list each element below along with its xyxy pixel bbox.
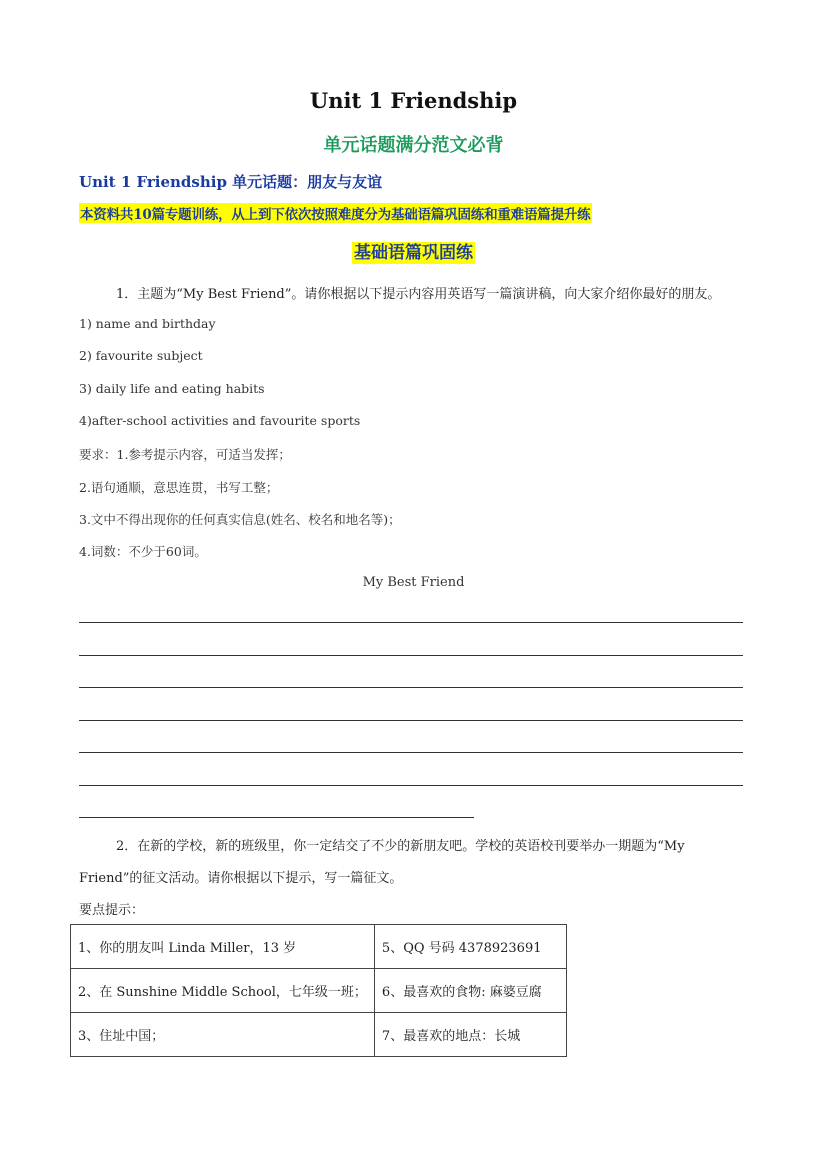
table-cell: 3、住址中国；: [71, 1013, 375, 1057]
table-cell: 6、最喜欢的食物: 麻婆豆腐: [374, 969, 566, 1013]
hint-item: 1) name and birthday: [79, 316, 216, 331]
section-heading-text: 基础语篇巩固练: [354, 243, 473, 263]
hint-item: 2) favourite subject: [79, 348, 203, 363]
document-subtitle: 单元话题满分范文必背: [323, 135, 504, 156]
requirement-item: 要求：1.参考提示内容，可适当发挥；: [79, 447, 291, 462]
section-heading: [0, 238, 827, 263]
writing-line: [79, 785, 743, 786]
requirement-item: 4.词数：不少于60词。: [79, 544, 207, 559]
writing-line: [79, 720, 743, 721]
question-1-prompt: 1．主题为“My Best Friend”。请你根据以下提示内容用英语写一篇演讲稿，向大家介绍你最好的朋友。: [116, 287, 721, 302]
unit-topic: Unit 1 Friendship 单元话题：朋友与友谊: [79, 173, 383, 191]
table-row: [71, 1013, 567, 1057]
points-table: [70, 924, 567, 1057]
hint-item: 4)after-school activities and favourite sports: [79, 413, 361, 428]
requirement-item: 3.文中不得出现你的任何真实信息(姓名、校名和地名等)；: [79, 512, 401, 527]
essay-title: My Best Friend: [362, 575, 465, 590]
table-row: [71, 969, 567, 1013]
table-cell: 1、你的朋友叫 Linda Miller，13 岁: [71, 925, 375, 969]
intro-highlight: 本资料共10篇专题训练，从上到下依次按照难度分为基础语篇巩固练和重难语篇提升练: [79, 203, 592, 223]
question-2-prompt: 2．在新的学校，新的班级里，你一定结交了不少的新朋友吧。学校的英语校刊要举办一期题为“My: [116, 839, 685, 854]
writing-line: [79, 655, 743, 656]
hint-item: 3) daily life and eating habits: [79, 381, 265, 396]
table-cell: 7、最喜欢的地点：长城: [374, 1013, 566, 1057]
question-2-prompt-cont: Friend”的征文活动。请你根据以下提示，写一篇征文。: [79, 871, 403, 886]
points-label: 要点提示：: [79, 903, 145, 918]
table-row: [71, 925, 567, 969]
table-cell: 5、QQ 号码 4378923691: [374, 925, 566, 969]
writing-line: [79, 622, 743, 623]
table-cell: 2、在 Sunshine Middle School，七年级一班；: [71, 969, 375, 1013]
writing-line: [79, 687, 743, 688]
writing-line: [79, 817, 474, 818]
writing-line: [79, 752, 743, 753]
requirement-item: 2.语句通顺，意思连贯，书写工整；: [79, 480, 279, 495]
document-title: Unit 1 Friendship: [309, 88, 518, 113]
